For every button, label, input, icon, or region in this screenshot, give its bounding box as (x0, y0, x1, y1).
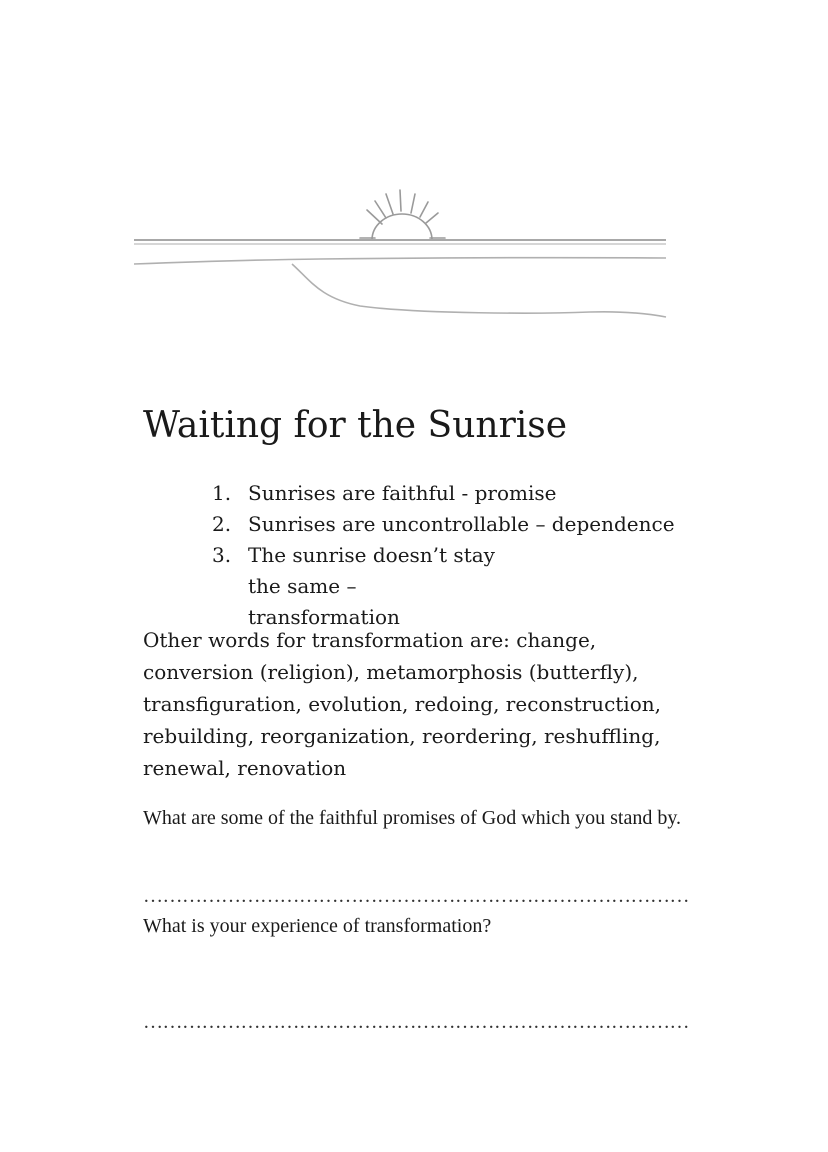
list-item (212, 509, 702, 540)
list-item-number: 3. (212, 543, 232, 567)
list-item (212, 478, 702, 509)
list-item-text: Sunrises are uncontrollable – dependence (248, 512, 675, 536)
question-transformation-block (143, 881, 703, 941)
answer-line-1[interactable]: ………………………………………………………………………… (143, 885, 689, 907)
page-title: Waiting for the Sunrise (143, 405, 568, 446)
sunrise-horizon-icon (120, 180, 680, 330)
list-item-number: 2. (212, 512, 232, 536)
question-promises: What are some of the faithful promises of God which you stand by. (143, 807, 682, 829)
answer-line-2[interactable]: ………………………………………………………………………… (143, 1011, 689, 1033)
list-item-text: Sunrises are faithful - promise (248, 481, 557, 505)
list-item-text: The sunrise doesn’t stay the same – transformation (248, 543, 495, 629)
list-item (212, 540, 702, 633)
numbered-list (212, 478, 702, 633)
question-transformation: What is your experience of transformation? (143, 915, 492, 937)
list-item-number: 1. (212, 481, 232, 505)
transformation-paragraph: Other words for transformation are: change, conversion (religion), metamorphosis (butterfly), transfiguration, evolution, redoing, reconstruction, rebuilding, reorganization, reordering, reshuffling, renewal, renovation (143, 628, 661, 780)
